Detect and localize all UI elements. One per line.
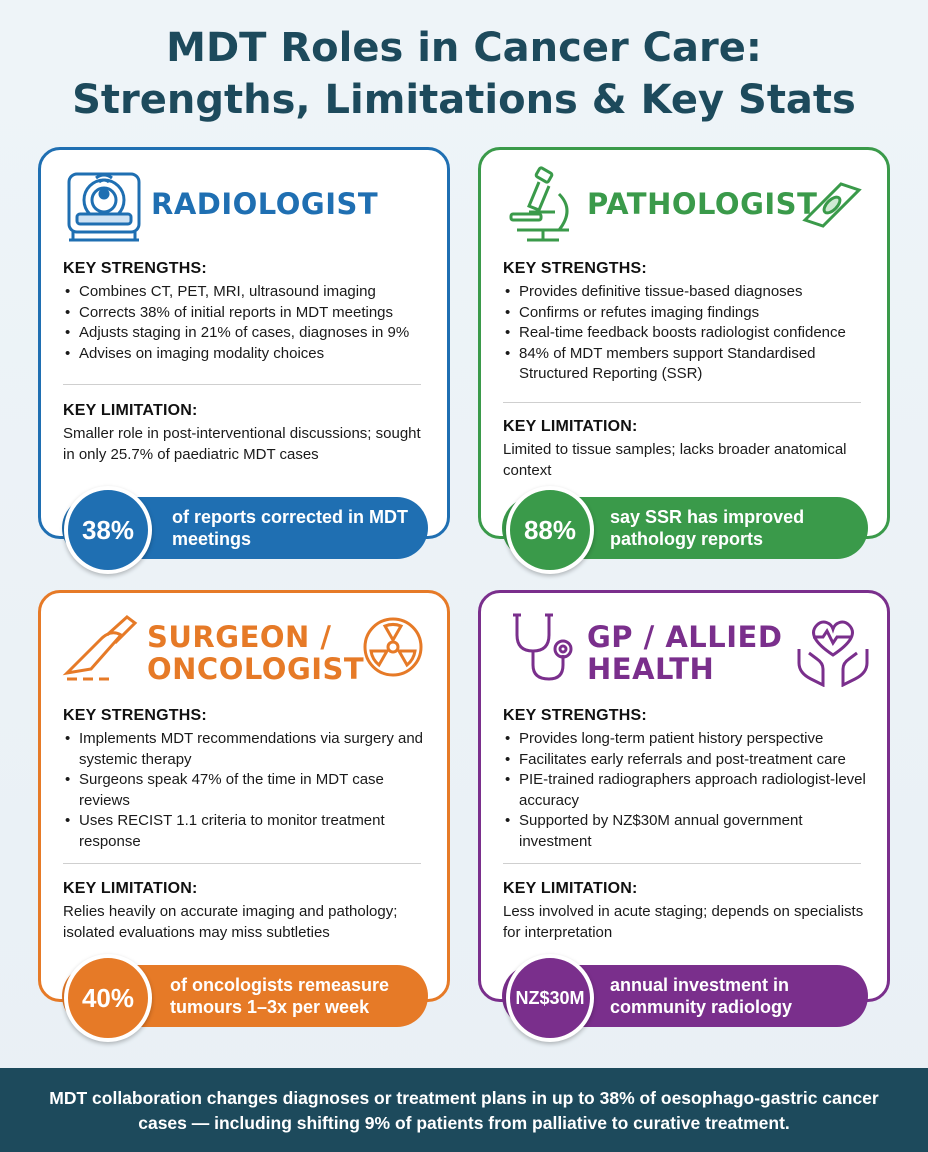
stat-value: 38% [64, 486, 152, 574]
ct-scanner-icon [63, 164, 145, 246]
stethoscope-icon [505, 609, 581, 687]
strengths-heading: KEY STRENGTHS: [503, 707, 647, 724]
limitation-heading: KEY LIMITATION: [503, 880, 638, 897]
divider [63, 863, 421, 864]
list-item: • 84% of MDT members support Standardised Structured Reporting (SSR) [503, 344, 869, 385]
stat-text: of oncologists remeasure tumours 1–3x per week [170, 975, 390, 1017]
list-item: • PIE-trained radiographers approach radiologist-level accuracy [503, 770, 869, 811]
limitation-text: Limited to tissue samples; lacks broader anatomical context [503, 441, 847, 479]
list-item: • Real-time feedback boosts radiologist confidence [503, 323, 869, 344]
strengths-section [503, 260, 869, 385]
strengths-heading: KEY STRENGTHS: [63, 707, 207, 724]
divider [503, 402, 861, 403]
limitation-heading: KEY LIMITATION: [63, 880, 198, 897]
limitation-heading: KEY LIMITATION: [503, 418, 638, 435]
surgeon-oncologist-card [38, 590, 450, 1002]
heart-hands-icon [795, 611, 871, 687]
limitation-section [503, 418, 869, 481]
stat-text: say SSR has improved pathology reports [610, 507, 805, 549]
list-item: • Facilitates early referrals and post-treatment care [503, 750, 869, 771]
divider [63, 384, 421, 385]
list-item: • Provides definitive tissue-based diagnoses [503, 282, 869, 303]
strengths-heading: KEY STRENGTHS: [503, 260, 647, 277]
divider [503, 863, 861, 864]
role-title: RADIOLOGIST [151, 187, 379, 221]
pathologist-card [478, 147, 890, 539]
title-line-2: Strengths, Limitations & Key Stats [72, 77, 856, 123]
strengths-section [503, 707, 869, 852]
strengths-section [63, 260, 429, 364]
limitation-text: Smaller role in post-interventional discussions; sought in only 25.7% of paediatric MDT cases [63, 425, 421, 463]
stat-value: 88% [506, 486, 594, 574]
strengths-heading: KEY STRENGTHS: [63, 260, 207, 277]
list-item: • Uses RECIST 1.1 criteria to monitor treatment response [63, 811, 429, 852]
list-item: • Provides long-term patient history perspective [503, 729, 869, 750]
limitation-section [63, 880, 429, 943]
title-line-1: MDT Roles in Cancer Care: [166, 25, 762, 71]
stat-value: 40% [64, 954, 152, 1042]
list-item: • Implements MDT recommendations via surgery and systemic therapy [63, 729, 429, 770]
stat-text: annual investment in community radiology [610, 975, 793, 1017]
stat-value: NZ$30M [506, 954, 594, 1042]
strengths-section [63, 707, 429, 852]
stat-text: of reports corrected in MDT meetings [172, 507, 409, 549]
role-title-line-1: GP / ALLIED [587, 620, 783, 654]
scalpel-icon [61, 613, 141, 683]
limitation-section [503, 880, 869, 943]
microscope-icon [503, 164, 583, 246]
limitation-section [63, 402, 429, 465]
footer-text: MDT collaboration changes diagnoses or treatment plans in up to 38% of oesophago-gastric cancer cases — including shifting 9% of patients from palliative to curative treatment. [49, 1088, 879, 1133]
role-title-line-1: SURGEON / [147, 620, 332, 654]
limitation-text: Relies heavily on accurate imaging and pathology; isolated evaluations may miss subtleties [63, 903, 398, 941]
list-item: • Advises on imaging modality choices [63, 344, 429, 365]
list-item: • Corrects 38% of initial reports in MDT meetings [63, 303, 429, 324]
list-item: • Supported by NZ$30M annual government investment [503, 811, 869, 852]
gp-allied-health-card [478, 590, 890, 1002]
footer-banner [0, 1068, 928, 1152]
radiologist-card [38, 147, 450, 539]
list-item: • Surgeons speak 47% of the time in MDT case reviews [63, 770, 429, 811]
list-item: • Combines CT, PET, MRI, ultrasound imaging [63, 282, 429, 303]
list-item: • Adjusts staging in 21% of cases, diagnoses in 9% [63, 323, 429, 344]
role-title: PATHOLOGIST [587, 187, 818, 221]
limitation-text: Less involved in acute staging; depends on specialists for interpretation [503, 903, 864, 941]
role-title-line-2: ONCOLOGIST [147, 652, 365, 686]
role-title-line-2: HEALTH [587, 652, 715, 686]
radiation-icon [361, 615, 425, 679]
limitation-heading: KEY LIMITATION: [63, 402, 198, 419]
list-item: • Confirms or refutes imaging findings [503, 303, 869, 324]
page-title [0, 22, 928, 126]
